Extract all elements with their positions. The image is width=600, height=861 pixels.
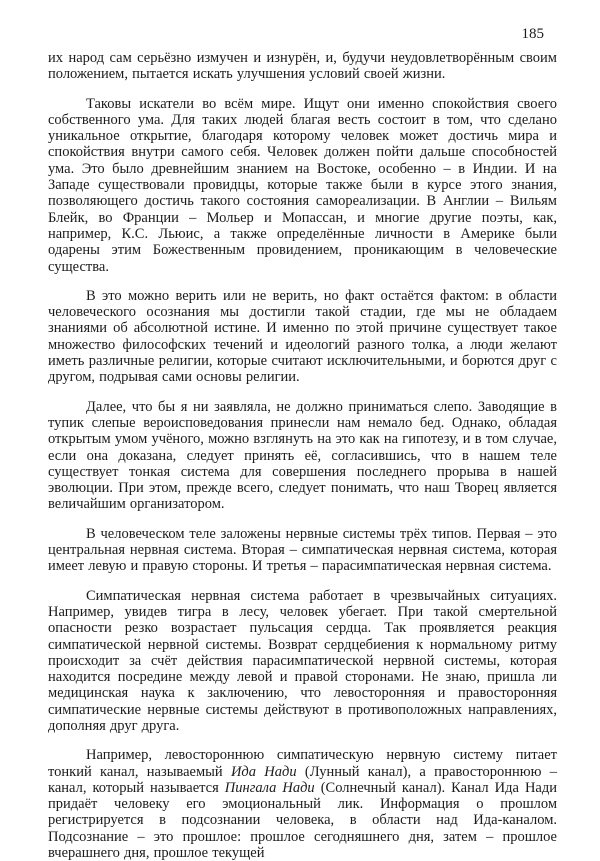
text-segment: (Солнечный канал). Канал Ида Нади придаёт человеку его эмоциональный лик. Информация о прошлом регистрируется в подсознании человека, в области над Ида-каналом. Подсознание – это прошлое: прошлое сегодняшнего дня, затем – прошлое вчерашнего дня, прошлое текущей [48,779,557,861]
text-segment: Таковы искатели во всём мире. Ищут они именно спокойствия своего собственного ума. Для таких людей благая весть состоит в том, что сделано уникальное открытие, благодаря которому человек может достичь мира и спокойствия внутри самого себя. Человек должен пойти дальше способностей ума. Это было древнейшим знанием на Востоке, особенно – в Индии. И на Западе существовали провидцы, которые также были в курсе этого знания, позволяющего достичь такого состояния самореализации. В Англии – Вильям Блейк, во Франции – Мольер и Мопассан, и многие другие поэты, как, например, К.С. Льюис, а также определённые личности в Америке были одарены этим Божественным провидением, проникающим в человеческие существа. [48,95,557,275]
page-number: 185 [521,26,544,42]
text-segment: В это можно верить или не верить, но факт остаётся фактом: в области человеческого осознания мы достигли такой стадии, где мы не обладаем знаниями об абсолютной истине. И именно по этой причине существует такое множество философских течений и идеологий разного толка, а люди желают иметь различные религии, которые считают исключительными, и борются друг с другом, подрывая сами основы религии. [48,287,557,386]
paragraph [48,526,557,575]
text-segment: их народ сам серьёзно измучен и изнурён, и, будучи неудовлетворённым своим положением, пытается искать улучшения условий своей жизни. [48,50,557,83]
text-segment: Например, левостороннюю симпатическую нервную систему питает тонкий канал, называемый [48,747,557,780]
text-segment: В человеческом теле заложены нервные системы трёх типов. Первая – это центральная нервная система. Вторая – симпатическая нервная система, которая имеет левую и правую стороны. И третья – парасимпатическая нервная система. [48,525,557,575]
paragraph [48,399,557,513]
text-segment: (Лунный канал), а правостороннюю – канал, который называется [48,763,557,796]
text-segment: Далее, что бы я ни заявляла, не должно приниматься слепо. Заводящие в тупик слепые вероисповедования принесли нам немало бед. Однако, обладая открытым умом учёного, можно взглянуть на это как на гипотезу, и в том случае, если она доказана, следует принять её, согласившись, что в нашем теле существует тонкая система для совершения последнего прорыва в нашей эволюции. При этом, прежде всего, следует понимать, что наш Творец является величайшим организатором. [48,398,557,513]
paragraph [48,747,557,861]
paragraph [48,288,557,386]
paragraph [48,50,557,83]
paragraph [48,588,557,735]
paragraph [48,96,557,275]
text-block [48,50,557,861]
italic-term: Ида Нади [230,763,297,780]
text-segment: Симпатическая нервная система работает в чрезвычайных ситуациях. Например, увидев тигра в лесу, человек убегает. При такой смертельной опасности резко возрастает пульсация сердца. Так проявляется реакция симпатической нервной системы. Возврат сердцебиения к нормальному ритму происходит за счёт действия парасимпатической нервной системы, которая находится посредине между левой и правой сторонами. Не знаю, пришла ли медицинская наука к заключению, что левосторонняя и правосторонняя симпатические нервные системы действуют в противоположных направлениях, дополняя друг друга. [48,587,557,734]
italic-term: Пингала Нади [224,779,315,796]
